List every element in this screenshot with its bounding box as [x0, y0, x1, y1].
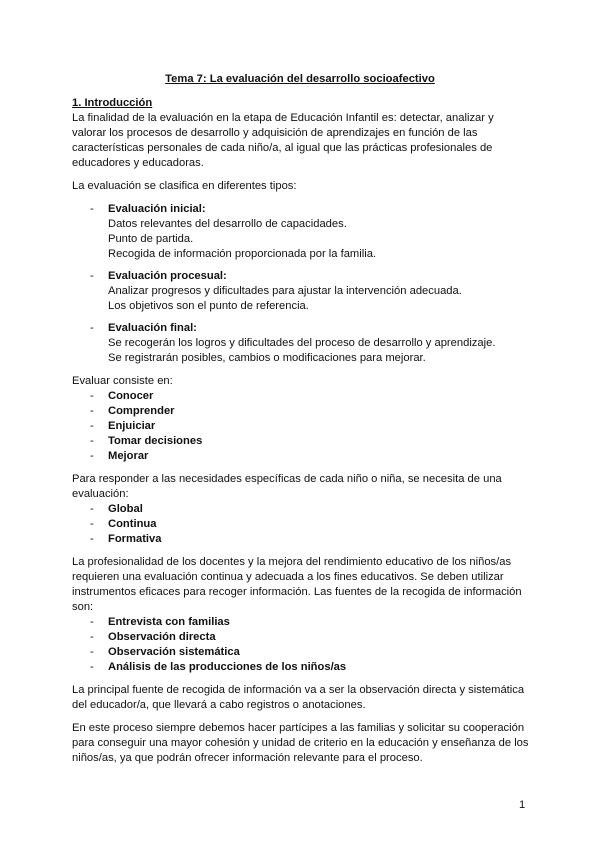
- list-item-label: Global: [108, 503, 143, 515]
- principal-paragraph: La principal fuente de recogida de información va a ser la observación directa y sistemática del educador/a, que llevará a cabo registros o anotaciones.: [72, 684, 525, 711]
- type-line: Los objetivos son el punto de referencia.: [108, 300, 309, 312]
- dash-bullet: -: [90, 616, 94, 628]
- type-line: Se recogerán los logros y dificultades del proceso de desarrollo y aprendizaje.: [108, 337, 496, 349]
- type-label: Evaluación inicial:: [108, 203, 206, 215]
- dash-bullet: -: [90, 518, 94, 530]
- dash-bullet: -: [90, 270, 94, 282]
- type-label: Evaluación procesual:: [108, 270, 227, 282]
- type-line: Se registrarán posibles, cambios o modificaciones para mejorar.: [108, 352, 426, 364]
- consiste-list: [72, 389, 530, 464]
- dash-bullet: -: [90, 646, 94, 658]
- page-number: 1: [519, 799, 526, 811]
- dash-bullet: -: [90, 203, 94, 215]
- types-intro: La evaluación se clasifica en diferentes tipos:: [72, 180, 297, 192]
- list-item-label: Observación sistemática: [108, 646, 240, 658]
- dash-bullet: -: [90, 450, 94, 462]
- list-item: [72, 532, 530, 547]
- list-item-label: Análisis de las producciones de los niños/as: [108, 661, 347, 673]
- list-item-label: Conocer: [108, 390, 154, 402]
- dash-bullet: -: [90, 435, 94, 447]
- type-line: Datos relevantes del desarrollo de capacidades.: [108, 218, 347, 230]
- list-item: [72, 269, 530, 314]
- list-item-label: Comprender: [108, 405, 175, 417]
- dash-bullet: -: [90, 390, 94, 402]
- list-item: [72, 404, 530, 419]
- dash-bullet: -: [90, 503, 94, 515]
- list-item-label: Enjuiciar: [108, 420, 156, 432]
- list-item: [72, 321, 530, 366]
- list-item-label: Observación directa: [108, 631, 216, 643]
- list-item: [72, 645, 530, 660]
- list-item: [72, 449, 530, 464]
- dash-bullet: -: [90, 322, 94, 334]
- evaluation-types-list: [72, 202, 530, 366]
- list-item: [72, 434, 530, 449]
- type-line: Recogida de información proporcionada por la familia.: [108, 248, 377, 260]
- dash-bullet: -: [90, 420, 94, 432]
- dash-bullet: -: [90, 405, 94, 417]
- document-body: [72, 96, 530, 774]
- list-item: [72, 502, 530, 517]
- profesionalidad-paragraph: La profesionalidad de los docentes y la mejora del rendimiento educativo de los niños/as requieren una evaluación continua y adecuada a los fines educativos. Se deben utilizar instrumentos eficaces para recoger información. Las fuentes de la recogida de información son:: [72, 556, 522, 613]
- list-item: [72, 660, 530, 675]
- necesidades-intro: Para responder a las necesidades específicas de cada niño o niña, se necesita de una evaluación:: [72, 473, 502, 500]
- type-label: Evaluación final:: [108, 322, 197, 334]
- list-item-label: Continua: [108, 518, 157, 530]
- list-item: [72, 419, 530, 434]
- dash-bullet: -: [90, 631, 94, 643]
- type-line: Analizar progresos y dificultades para ajustar la intervención adecuada.: [108, 285, 462, 297]
- proceso-paragraph: En este proceso siempre debemos hacer partícipes a las familias y solicitar su cooperación para conseguir una mayor cohesión y unidad de criterio en la educación y enseñanza de los niños/as, ya que podrán ofrecer información relevante para el proceso.: [72, 722, 529, 764]
- list-item: [72, 630, 530, 645]
- type-line: Punto de partida.: [108, 233, 194, 245]
- consiste-intro: Evaluar consiste en:: [72, 375, 173, 387]
- intro-paragraph: La finalidad de la evaluación en la etapa de Educación Infantil es: detectar, analizar y valorar los procesos de desarrollo y adquisición de aprendizajes en función de las características personales de cada niño/a, al igual que las prácticas profesionales de educadores y educadoras.: [72, 112, 494, 169]
- list-item-label: Tomar decisiones: [108, 435, 203, 447]
- list-item: [72, 389, 530, 404]
- dash-bullet: -: [90, 661, 94, 673]
- list-item: [72, 517, 530, 532]
- document-title: Tema 7: La evaluación del desarrollo socioafectivo: [165, 73, 435, 85]
- list-item-label: Entrevista con familias: [108, 616, 230, 628]
- necesidades-list: [72, 502, 530, 547]
- list-item: [72, 615, 530, 630]
- list-item-label: Mejorar: [108, 450, 149, 462]
- list-item: [72, 202, 530, 262]
- fuentes-list: [72, 615, 530, 675]
- dash-bullet: -: [90, 533, 94, 545]
- list-item-label: Formativa: [108, 533, 162, 545]
- section-heading: 1. Introducción: [72, 97, 153, 109]
